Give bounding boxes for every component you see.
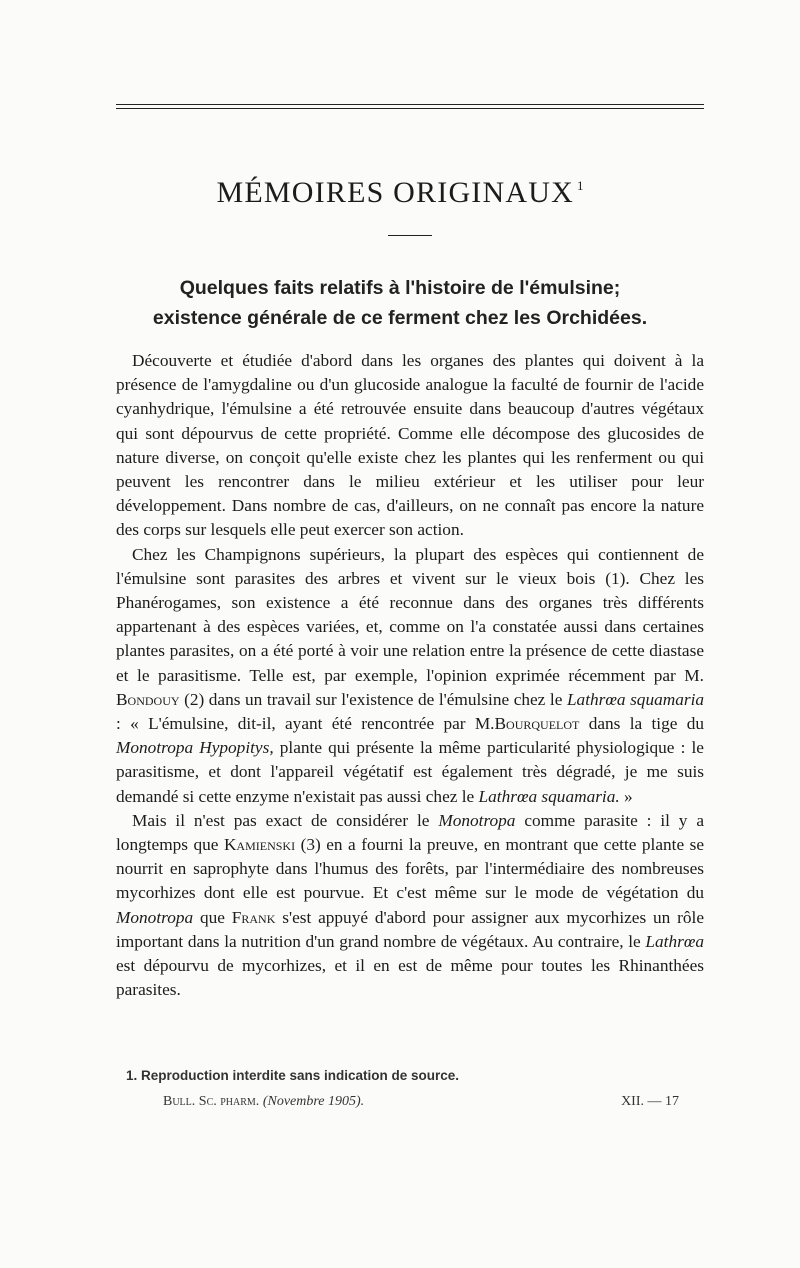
species-name: Lathrœa squamaria. [478,786,620,806]
article-body [116,349,704,1002]
footnote: 1. Reproduction interdite sans indication de source. [126,1068,460,1083]
paragraph-2-text-c: : « L'émulsine, dit-il, ayant été rencontrée par M. [116,714,495,734]
paragraph-3-text-b: comme parasite : il y a longtemps que [116,810,704,855]
paragraph-2-text-d: dans la tige du [588,714,704,734]
author-name-kamienski: Kamienski [223,835,296,855]
paragraph-1: Découverte et étudiée d'abord dans les organes des plantes qui doivent à la présence de l'amygdaline ou d'un glucoside analogue la faculté de fournir de l'acide cyanhydrique, l'émulsine a été retrouvée ensuite dans beaucoup d'autres végétaux qui sont dépourvus de cette propriété. Comme elle décompose des glucosides de nature diverse, on conçoit qu'elle existe chez les plantes qui les renferment ou qui peuvent les rencontrer dans le milieu extérieur et les utiliser pour leur développement. Dans nombre de cas, d'ailleurs, on ne connaît pas encore la nature des corps sur lesquels elle peut exercer son action. [116,351,704,540]
species-name: Lathrœa squamaria [566,689,705,709]
article-title-line-1: Quelques faits relatifs à l'histoire de l'émulsine; [179,277,621,299]
paragraph-2 [116,543,704,809]
journal-name: Bull. Sc. pharm. [163,1094,260,1109]
paragraph-2-text-e: plante qui présente la même particularité physiologique : le parasitisme, et dont l'appareil végétatif est également très dégradé, je me suis demandé si cette enzyme n'existait pas aussi chez le [116,738,704,806]
paragraph-3-text-c: (3) en a fourni la preuve, en montrant que cette plante se nourrit en saprophyte dans l'humus des forêts, par l'intermédiaire des nombreuses mycorhizes dont elle est pourvue. Et c'est même sur le mode de végétation du [116,835,705,903]
heading-text: MÉMOIRES ORIGINAUX [216,176,574,209]
paragraph-3-text-f: est dépourvu de mycorhizes, et il en est de même pour toutes les Rhinanthées parasites. [116,956,704,1000]
top-double-rule [116,104,704,109]
paragraph-2-text-a: Chez les Champignons supérieurs, la plupart des espèces qui contiennent de l'émulsine sont parasites des arbres et vivent sur le vieux bois (1). Chez les Phanérogames, son existence a été reconnue dans des organes très différents appartenant à des espèces variées, et, comme on l'a constatée aussi dans certaines plantes parasites, on a été porté à voir une relation entre la présence de cette diastase et le parasitisme. Telle est, par exemple, l'opinion exprimée récemment par M. [116,544,704,685]
heading-divider [388,235,432,236]
journal-citation [163,1094,364,1110]
article-title-line-2: existence générale de ce ferment chez les Orchidées. [152,307,648,329]
paragraph-3 [116,809,704,1003]
paragraph-3-text-d: que [199,907,225,927]
page-signature: XII. — 17 [621,1094,679,1109]
author-name-bourquelot: Bourquelot [494,714,580,734]
issue-date: (Novembre 1905). [262,1094,365,1109]
author-name-bondouy: Bondouy [116,689,180,709]
heading-footnote-marker: 1 [576,178,584,193]
article-title [0,273,800,333]
paragraph-3-text-a: Mais il n'est pas exact de considérer le [132,810,430,830]
page-heading [0,176,800,210]
genus-name: Lathrœa [645,931,704,951]
species-name: Monotropa Hypopitys, [116,738,274,758]
genus-name: Monotropa [438,810,516,830]
genus-name: Monotropa [116,907,194,927]
paragraph-2-text-f: » [624,786,633,806]
author-name-frank: Frank [231,907,276,927]
paragraph-2-text-b: (2) dans un travail sur l'existence de l'émulsine chez le [184,689,563,709]
paragraph-3-text-e: s'est appuyé d'abord pour assigner aux mycorhizes un rôle important dans la nutrition d'un grand nombre de végétaux. Au contraire, le [116,907,704,951]
